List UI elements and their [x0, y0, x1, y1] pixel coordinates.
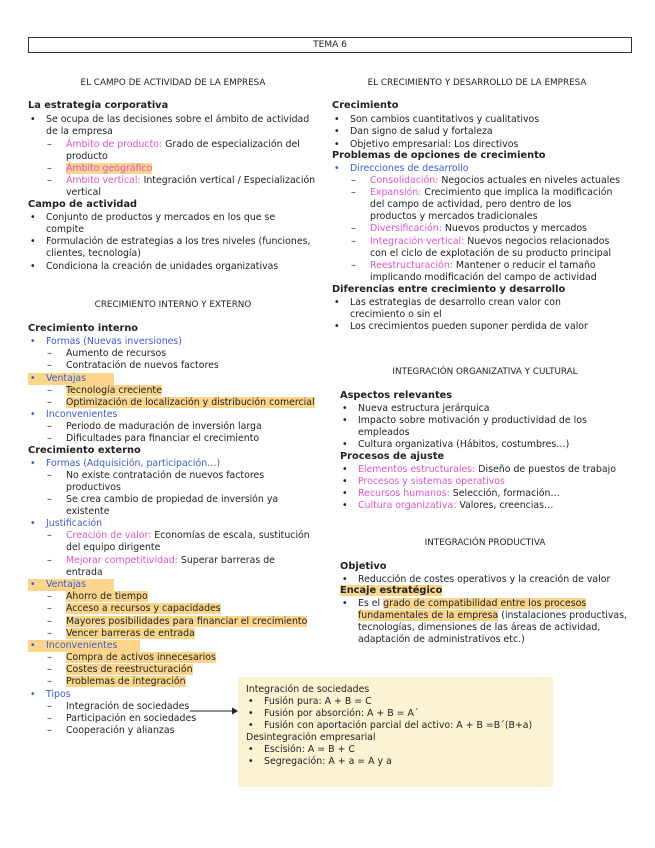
list-item: – Acceso a recursos y capacidades: [28, 603, 221, 615]
list-item-cont: fundamentales de la empresa (instalaciones productivas,: [358, 610, 628, 621]
list-item: • Dan signo de salud y fortaleza: [332, 126, 493, 138]
list-item: • Procesos y sistemas operativos: [340, 476, 505, 488]
list-item: – Ámbito vertical: Integración vertical / Especialización: [28, 175, 315, 187]
list-item: • Las estrategias de desarrollo crean valor con: [332, 297, 561, 309]
list-item-cont: crecimiento o sin el: [350, 309, 442, 320]
list-item: • Son cambios cuantitativos y cualitativos: [332, 114, 539, 126]
objetivo-heading: Objetivo: [340, 561, 387, 572]
list-item: – Participación en sociedades: [28, 713, 196, 725]
list-item: – Diversificación: Nuevos productos y mercados: [332, 223, 587, 235]
estrategia-heading: La estrategia corporativa: [28, 100, 169, 111]
list-item-cont: vertical: [66, 187, 101, 198]
diferencias-heading: Diferencias entre crecimiento y desarrollo: [332, 284, 566, 295]
list-item-cont: entrada: [66, 567, 103, 578]
list-item: • Ventajas: [28, 579, 114, 591]
list-item: – Integración de sociedades: [28, 701, 189, 713]
interno-heading: Crecimiento interno: [28, 323, 139, 334]
list-item: • Nueva estructura jerárquica: [340, 403, 490, 415]
integracion-organizativa-title: INTEGRACIÓN ORGANIZATIVA Y CULTURAL: [392, 367, 578, 377]
list-item: – Compra de activos innecesarios: [28, 652, 216, 664]
list-item-cont: productivos: [66, 482, 121, 493]
list-item: • Formas (Adquisición, participación…): [28, 458, 220, 470]
list-item: – Aumento de recursos: [28, 348, 166, 360]
list-item-cont: del campo de actividad, pero dentro de los: [370, 199, 572, 210]
list-item: – Integración vertical: Nuevos negocios relacionados: [332, 236, 609, 248]
list-item: – Ahorro de tiempo: [28, 591, 148, 603]
list-item: – Dificultades para financiar el crecimiento: [28, 433, 259, 445]
list-item: • Conjunto de productos y mercados en los que se: [28, 212, 275, 224]
list-item-cont: tecnologías, dimensiones de las áreas de actividad,: [358, 622, 601, 633]
list-item: • Segregación: A + a = A y a: [246, 756, 392, 768]
list-item: – Tecnología creciente: [28, 385, 162, 397]
list-item-cont: implicando modificación del campo de actividad: [370, 272, 597, 283]
list-item: • Cultura organizativa (Hábitos, costumbres…): [340, 439, 569, 451]
list-item: – Reestructuración: Mantener o reducir el tamaño: [332, 260, 596, 272]
list-item: – Ámbito de producto: Grado de especialización del: [28, 139, 300, 151]
list-item: • Es el grado de compatibilidad entre los procesos: [340, 598, 586, 610]
list-item: – Consolidación: Negocios actuales en niveles actuales: [332, 175, 620, 187]
crecimiento-heading: Crecimiento: [332, 100, 399, 111]
list-item-cont: compite: [46, 224, 85, 235]
list-item: • Fusión por absorción: A + B = A´: [246, 708, 419, 720]
externo-heading: Crecimiento externo: [28, 445, 141, 456]
list-item: – Optimización de localización y distribución comercial: [28, 397, 315, 409]
list-item: • Impacto sobre motivación y productividad de los: [340, 415, 587, 427]
list-item: – Expansión: Crecimiento que implica la modificación: [332, 187, 612, 199]
list-item-cont: clientes, tecnología): [46, 248, 141, 259]
list-item: – Creación de valor: Economías de escala, sustitución: [28, 530, 310, 542]
list-item: • Tipos: [28, 689, 71, 701]
crecimiento-desarrollo-title: EL CRECIMIENTO Y DESARROLLO DE LA EMPRESA: [367, 78, 587, 88]
list-item-cont: empleados: [358, 427, 410, 438]
aspectos-heading: Aspectos relevantes: [340, 390, 453, 401]
box-line: Desintegración empresarial: [246, 732, 376, 743]
list-item-cont: del equipo dirigente: [66, 542, 161, 553]
list-item: • Cultura organizativa: Valores, creencias…: [340, 500, 553, 512]
list-item: • Ventajas: [28, 373, 114, 385]
procesos-heading: Procesos de ajuste: [340, 451, 445, 462]
list-item-cont: de la empresa: [46, 126, 113, 137]
crecimiento-section-title: CRECIMIENTO INTERNO Y EXTERNO: [94, 300, 252, 310]
list-item: • Los crecimientos pueden suponer perdida de valor: [332, 321, 588, 333]
box-line: Integración de sociedades: [246, 684, 370, 695]
list-item: – Cooperación y alianzas: [28, 725, 174, 737]
list-item: • Elementos estructurales: Diseño de puestos de trabajo: [340, 464, 616, 476]
list-item: – Contratación de nuevos factores: [28, 360, 219, 372]
list-item-cont: producto: [66, 151, 108, 162]
problemas-heading: Problemas de opciones de crecimiento: [332, 150, 546, 161]
list-item: • Formas (Nuevas inversiones): [28, 336, 182, 348]
campo-section-title: EL CAMPO DE ACTIVIDAD DE LA EMPRESA: [80, 78, 266, 88]
list-item: – Mayores posibilidades para financiar el crecimiento: [28, 616, 307, 628]
list-item: • Se ocupa de las decisiones sobre el ámbito de actividad: [28, 114, 309, 126]
list-item: • Direcciones de desarrollo: [332, 163, 469, 175]
list-item: • Fusión con aportación parcial del activo: A + B =B´(B+a): [246, 720, 532, 732]
list-item: • Inconvenientes: [28, 640, 140, 652]
list-item: – Periodo de maduración de inversión larga: [28, 421, 262, 433]
campo-heading: Campo de actividad: [28, 199, 138, 210]
list-item: • Formulación de estrategias a los tres niveles (funciones,: [28, 236, 310, 248]
arrow-right-icon: [190, 706, 238, 716]
list-item-cont: adaptación de administrativos etc.): [358, 634, 525, 645]
list-item-cont: con el ciclo de explotación de su producto principal: [370, 248, 612, 259]
list-item: – Se crea cambio de propiedad de inversión ya: [28, 494, 278, 506]
list-item: • Condiciona la creación de unidades organizativas: [28, 261, 278, 273]
integracion-productiva-title: INTEGRACIÓN PRODUCTIVA: [424, 538, 546, 548]
list-item-cont: existente: [66, 506, 110, 517]
list-item: • Objetivo empresarial: Los directivos: [332, 139, 518, 151]
encaje-heading: Encaje estratégico: [340, 585, 443, 596]
page-title: TEMA 6: [28, 37, 632, 53]
list-item: • Fusión pura: A + B = C: [246, 696, 372, 708]
list-item: – Mejorar competitividad: Superar barreras de: [28, 555, 275, 567]
list-item: – Ámbito geográfico: [28, 163, 152, 175]
list-item: • Reducción de costes operativos y la creación de valor: [340, 574, 610, 586]
list-item: • Recursos humanos: Selección, formación…: [340, 488, 560, 500]
list-item: • Escisión: A = B + C: [246, 744, 355, 756]
list-item: – Costes de reestructuración: [28, 664, 193, 676]
list-item: – Vencer barreras de entrada: [28, 628, 195, 640]
list-item: – Problemas de integración: [28, 676, 186, 688]
list-item-cont: productos y mercados tradicionales: [370, 211, 538, 222]
list-item: • Justificación: [28, 518, 102, 530]
list-item: • Inconvenientes: [28, 409, 117, 421]
list-item: – No existe contratación de nuevos factores: [28, 470, 264, 482]
